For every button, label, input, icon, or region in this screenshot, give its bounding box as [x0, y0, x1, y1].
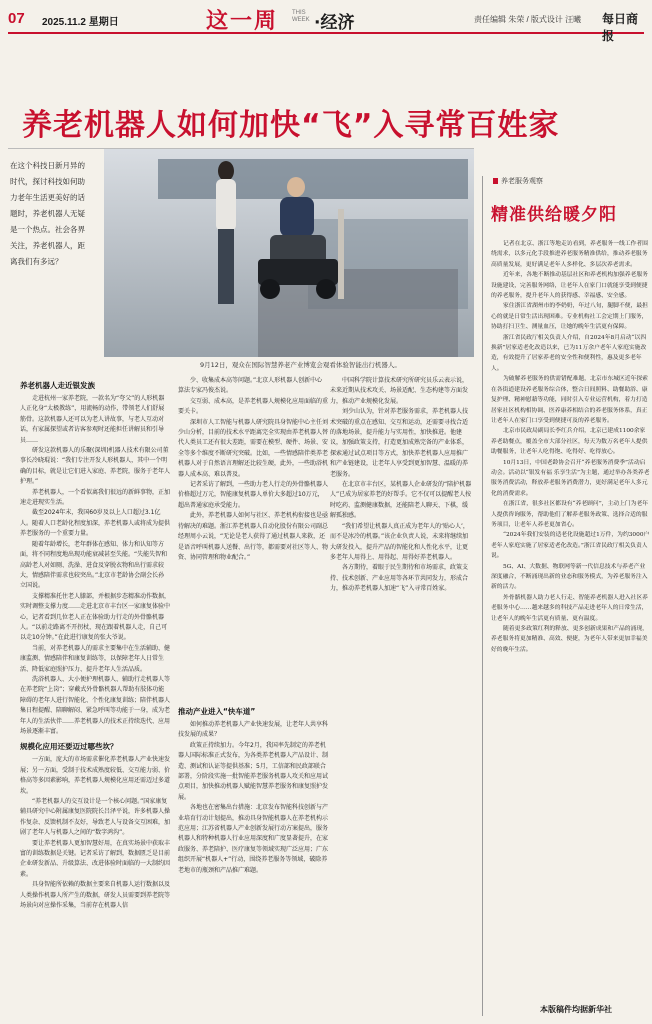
sidebar-title: 精准供给暖夕阳 [491, 205, 617, 225]
article-paragraph: “养老机器人的交互设计是一个核心问题。”国家康复辅具研究中心附属康复医院院长吕泽平说，许多机器人操作复杂、反馈机制不友好，导致老人与设备交互困难，加剧了老年人与机器人之间的“数字鸿沟”。 [20, 798, 170, 837]
subheading-2: 规模化应用还要迈过哪些坎？ [20, 742, 118, 752]
article-paragraph: 少、收集成本高等问题。”北京人形机器人创新中心算法专家冯俊杰说。 [178, 377, 323, 395]
sidebar-paragraph: 随着更多政策红利的释放、更多创新成果和产品的涌现，养老服务将更加精准、高效、便捷，为老年人带来更加幸福美好的晚年生活。 [491, 626, 648, 653]
article-paragraph: 具身智能所依赖的数据主要来自机器人运行数据以及人类操作机器人所产生的数据，研发人员需要到养老院等场景向对应操作采集，当前存在机器人信 [20, 881, 170, 910]
article-paragraph: 政策正持续加力。今年2月，我国率先制定的养老机器人国际标准正式发布，为各类养老机器人产品设计、制造、测试和认证等提供基准；5月，工信部和民政部联合部署，分阶段实施一批智能养老服务机器人攻关和应用试点项目，加快推动机器人赋能智慧养老服务和康复照护发展。 [178, 741, 328, 801]
article-paragraph: 各地也在密集出台措施：北京发布智能科技创新与产业培育行动计划提出，推动具身智能机器人在养老机构示范应用；江苏省机器人产业创新发展行动方案提出，服务机器人和特种机器人行业应用深度和广度显著提升，在家政服务、养老陪护、医疗康复等领域实现广泛应用；广东组织开展“机器人+”行动，围绕养老服务等领域，破除养老地市的瓶颈和产品推广难题。 [178, 804, 328, 874]
article-paragraph: 洗浴机器人、大小便护理机器人、辅助行走机器人等在养老院“上岗”；穿戴式外骨骼机器人帮助有肢体功能障碍的老年人进行智能化、个性化康复训练；陪伴机器人集日程提醒、陪聊解闷、紧急呼叫等功能于一身，成为老年人的生活伙伴……养老机器人的技术正持续迭代、应用场景逐渐丰富。 [20, 675, 170, 735]
this-week-label: THIS WEEK [292, 10, 310, 23]
intro-text: 在这个科技日新月异的时代，探讨科技如何助力老年生活更美好的话题时，养老机器人无疑是一个热点。社会各界关注，养老机器人，距离我们有多远？ [10, 161, 85, 266]
article-paragraph: 中国科学院计算技术研究所研究员乐云表示说，未来近期从技术攻关、场景适配、生态构建等方面发力，推动产业规模化发展。 [330, 377, 469, 405]
article-paragraph: 走进杭州一家养老院，一款名为“夸父”的人形机器人正化身“太极教练”，用流畅的动作，带领老人们舒展筋骨。这款机器人还可以为老人讲故事，与老人互动对话，有家属探望或者访客参观时还能担任讲解员和引导员…… [20, 395, 165, 444]
newspaper-name: 每日商报 [602, 12, 639, 43]
source-signature: 本版稿件均据新华社 [540, 1005, 612, 1014]
sidebar-paragraph: 为破解养老服务的供需错配难题，北京市东城区近年探索在各街道建设养老服务综合体，整合日间照料、助餐助浴、康复护理、精神慰藉等功能，同时引入专业运营机构，着力打造居家社区机构相协调、医养康养相结合的养老服务体系，真正让老年人在家门口享受到便捷可及的养老服务。 [491, 376, 648, 424]
article-paragraph: 研发这款机器人的乐聚(深圳)机器人技术有限公司董事长冷晓琨说：“我们专注开发人形机器人，其中一个明确的目标，就是让它们进入家庭、养老院，服务于老年人护理。” [20, 447, 170, 486]
sidebar-paragraph: 在浙江省，很多社区都设有“养老顾问”，主动上门为老年人提供咨询服务，帮助他们了解养老服务政策、选择合适的服务项目，让老年人养老更加省心。 [491, 501, 649, 528]
subheading-3: 推动产业进入“快车道” [178, 707, 256, 716]
photo-caption: 9月12日，观众在国际智慧养老产业博览会观看体验智能出行机器人。 [200, 361, 401, 369]
article-paragraph: “我们希望让机器人真正成为老年人的‘贴心人’，而不是冰冷的机器。”该企业负责人说，未来将继续加大研发投入，提升产品的智能化和人性化水平，让更多老年人用得上、用得起、用得好养老机器人。 [330, 522, 469, 561]
article-paragraph: 交互弱、成本高，是养老机器人规模化应用面临的重要关卡。 [178, 397, 328, 416]
article-paragraph: 当前，对养老机器人的需求主要集中在生活辅助、健康监测、情感陪伴和康复训练等，以保障老年人日常生活、降低家庭照护压力、提升老年人生活品质。 [20, 644, 170, 673]
article-paragraph: 随着年龄增长，老年群体在感知、体力和认知等方面，将不同程度地出现功能衰减甚至失能。“失能失智和高龄老人对如厕、洗澡、进食及穿脱衣物和出行需求较大，情感陪伴需求也较突出。”北京市老龄协会副会长孙立国说。 [20, 540, 168, 590]
article-column-2 [178, 376, 328, 676]
sidebar-paragraph: “2024年我们安装的适老化设施超过1万件，为约3000户老年人家庭实施了居家适老化改造。”浙江省民政厅相关负责人说。 [491, 532, 650, 560]
article-paragraph: 在北京市丰台区，某机器人企业研发的“陪护机器人”已成为居家养老的好帮手。它不仅可以提醒老人按时吃药、监测健康数据，还能陪老人聊天、下棋，缓解孤独感。 [330, 481, 472, 520]
article-paragraph: 支撑精准托住老人膝部，并根据步态精准动作数据，实时调整支撑力度……走进北京市丰台区一家康复体验中心，记者看到几位老人正在体验助力行走的外骨骼机器人。“以前走路离不开拐杖，现在跟着机器人走，自己可以走10分钟。”在此进行康复的张大爷说。 [20, 592, 170, 642]
sidebar-paragraph: 家住浙江省湖州市的李奶奶，年过八旬，腿脚不便，最担心的就是日常生活出现困难。专业机构社工会定期上门服务，协助打扫卫生、测量血压，让她的晚年生活更有保障。 [491, 303, 648, 331]
article-paragraph: 各方期待，着眼于民生期待和市场需求，政策支持、技术创新、产业应用等各环节共同发力，形成合力，推动养老机器人加速“飞”入寻常百姓家。 [330, 564, 469, 593]
masthead [8, 6, 644, 43]
sidebar-paragraph: 外骨骼机器人助力老人行走、智能养老机器人进入社区养老服务中心……越来越多的科技产品走进老年人的日常生活，让老年人的晚年生活更有质量、更有温度。 [491, 594, 648, 622]
sidebar-article [482, 176, 651, 1016]
sidebar-paragraph: 10月13日，中国老龄协会召开“养老服务消费季”活动启动会。活动以“银发有福 乐享生活”为主题，通过举办各类养老服务消费活动，释放养老服务消费潜力，更好满足老年人多元化的消费需求。 [491, 459, 650, 497]
article-paragraph: 要让养老机器人更加智慧好用，在真实场景中获取丰富的训练数据是关键。记者采访了解到，数据匮乏是目前企业研发新品、升级算法、改进体验时面临的一大制约因素。 [20, 839, 170, 878]
article-paragraph: 记者采访了解到，一些助力老人行走的外骨骼机器人价格超过万元，智能康复机器人单价大多超过10万元，超出普通家庭承受能力。 [178, 481, 328, 509]
sidebar-paragraph: 近年来，各地不断推动基层社区和养老机构加强养老服务设施建设，完善服务网络，让老年人在家门口就能享受到便捷的养老服务，提升老年人的获得感、幸福感、安全感。 [491, 272, 648, 300]
page-number: 07 [8, 10, 25, 27]
article-paragraph: 养老机器人，一个看似离我们很远的新鲜事物，正加速走进现实生活。 [20, 488, 170, 507]
article-paragraph: 刘少山认为，针对养老服务需求，养老机器人技术突破的重点在感知、交互和运动，还需要寻找合适的落地场景，提升能力与实用性，加快推进。他建议，加强政策支持，打造更加成熟完备的产业体系，探索通过试点项目等方式，加快养老机器人应用推广和产业链建设，让老年人享受到更加智慧、温暖的养老服务。 [330, 408, 469, 478]
article-paragraph: 截至2024年末，我国60岁及以上人口超过3.1亿人。随着人口老龄化程度加深，养老机器人或将成为提供养老服务的一个重要力量。 [20, 509, 170, 538]
article-column-3 [330, 376, 472, 1020]
section-subtitle: ·经济 [314, 13, 355, 33]
sidebar-body [491, 239, 651, 959]
issue-date: 2025.11.2 星期日 [42, 17, 119, 28]
page-headline: 养老机器人如何加快“飞”入寻常百姓家 [22, 108, 560, 144]
article-paragraph: 此外，养老机器人如何与社区、养老机构衔接也是亟待解决的难题。浙江养老机器人自动化股份有限公司副总经理周小云说，“无论是老人获得了通过机器人来救，还是语音呼叫机器人送餐、出行等，都需要对社区等人、物资、协同管理和物业配合。” [178, 512, 328, 561]
sidebar-tag: 养老服务观察 [493, 176, 651, 186]
sidebar-paragraph: 浙江省民政厅相关负责人介绍，自2024年8月启动“以四换新”居家适老化改造以来，已为11万余户老年人家庭实施改造，有效提升了居家养老的安全性和便利性，惠及更多老年人。 [491, 334, 647, 372]
subheading-1: 养老机器人走近银发族 [20, 381, 95, 390]
sidebar-paragraph: 北京市民政局副局长李红兵介绍，北京已建成1100余家养老助餐点，覆盖全市大部分社区，每天为数万名老年人提供助餐服务，让老年人吃得饱、吃得好、吃得放心。 [491, 428, 648, 456]
section-title: 这一周 [206, 9, 279, 34]
editor-credits: 责任编辑 朱荣 / 版式设计 汪曦 [474, 15, 582, 24]
article-paragraph: 如何推动养老机器人产业快速发展，让老年人共享科技发展的成果？ [178, 721, 328, 739]
article-column-2-lower [178, 702, 328, 1020]
article-paragraph: 深圳市人工智能与机器人研究院具身智能中心主任刘少山分析，目前的技术水平距离完全实现由养老机器人替代人类员工还有很大差距，需要在模型、硬件、场景、安全等多个维度不断研究突破。比如，一些情感陪伴类养老机器人对于自然语言理解还比较生硬，此外，一些助浴机器人成本高、难以普及。 [178, 418, 328, 478]
article-column-1 [20, 376, 170, 1020]
article-paragraph: 一方面，庞大的市场需求催化养老机器人产业快速发展；另一方面，受制于技术成熟度较低、交互能力弱、价格高等多因素影响，养老机器人规模化应用还需迈过多道坎。 [20, 756, 170, 795]
sidebar-paragraph: 5G、AI、大数据、物联网等新一代信息技术与养老产业深度融合，不断涌现出新的业态和服务模式，为养老服务注入新的活力。 [491, 563, 648, 591]
sidebar-paragraph: 记者在北京、浙江等地走访看到，养老服务一线工作者围绕需求，以多元化手段推进养老服务精准供给，推动养老服务高质量发展，更好满足老年人多样化、多层次养老需求。 [491, 241, 648, 268]
